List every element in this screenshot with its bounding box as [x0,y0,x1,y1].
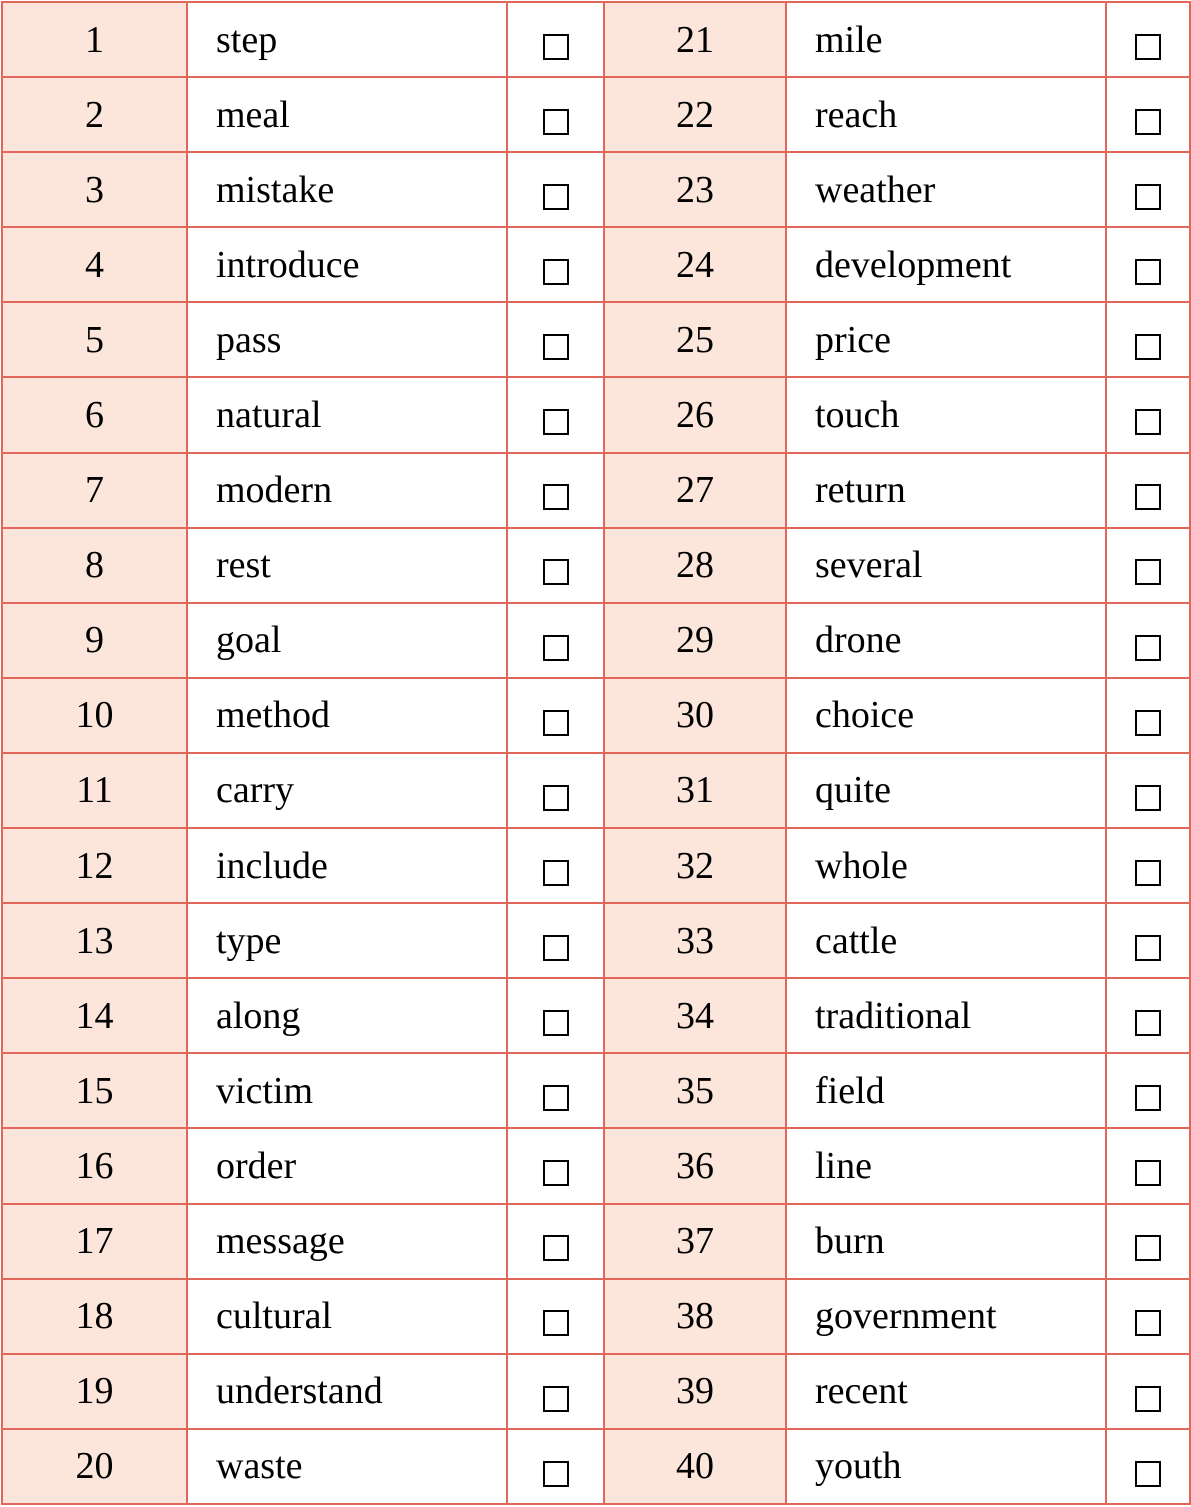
item-number: 24 [604,227,786,302]
vocabulary-word: understand [187,1354,507,1429]
word-checkbox[interactable] [1135,935,1161,961]
item-number: 36 [604,1128,786,1203]
item-number: 40 [604,1429,786,1504]
item-number: 3 [2,152,187,227]
vocabulary-word: line [786,1128,1106,1203]
checkbox-cell [507,903,604,978]
item-number: 11 [2,753,187,828]
checkbox-cell [507,1204,604,1279]
item-number: 39 [604,1354,786,1429]
item-number: 17 [2,1204,187,1279]
vocabulary-word: return [786,453,1106,528]
checkbox-cell [507,1053,604,1128]
checkbox-cell [1106,77,1190,152]
vocabulary-word: development [786,227,1106,302]
table-row [2,603,1190,678]
table-row [2,1429,1190,1504]
word-checkbox[interactable] [543,334,569,360]
vocabulary-word: several [786,528,1106,603]
word-checkbox[interactable] [543,635,569,661]
checkbox-cell [1106,2,1190,77]
word-checkbox[interactable] [1135,409,1161,435]
checkbox-cell [1106,903,1190,978]
item-number: 2 [2,77,187,152]
vocabulary-word: victim [187,1053,507,1128]
word-checkbox[interactable] [1135,484,1161,510]
checkbox-cell [1106,377,1190,452]
item-number: 12 [2,828,187,903]
vocabulary-word: mile [786,2,1106,77]
word-checkbox[interactable] [1135,559,1161,585]
checkbox-cell [1106,1053,1190,1128]
checkbox-cell [1106,152,1190,227]
item-number: 30 [604,678,786,753]
word-checkbox[interactable] [543,785,569,811]
word-checkbox[interactable] [543,1085,569,1111]
item-number: 1 [2,2,187,77]
vocabulary-word: method [187,678,507,753]
checkbox-cell [507,1279,604,1354]
vocabulary-word: rest [187,528,507,603]
table-row [2,978,1190,1053]
checkbox-cell [507,978,604,1053]
item-number: 6 [2,377,187,452]
item-number: 14 [2,978,187,1053]
word-checkbox[interactable] [1135,710,1161,736]
checkbox-cell [1106,753,1190,828]
word-checkbox[interactable] [543,710,569,736]
checkbox-cell [1106,528,1190,603]
checkbox-cell [1106,227,1190,302]
vocabulary-word: cultural [187,1279,507,1354]
vocabulary-word: type [187,903,507,978]
word-checkbox[interactable] [1135,34,1161,60]
checkbox-cell [507,2,604,77]
vocabulary-word: reach [786,77,1106,152]
vocabulary-word: modern [187,453,507,528]
item-number: 38 [604,1279,786,1354]
checkbox-cell [507,753,604,828]
word-checkbox[interactable] [543,259,569,285]
checkbox-cell [507,1128,604,1203]
vocabulary-word: mistake [187,152,507,227]
word-checkbox[interactable] [1135,1085,1161,1111]
table-row [2,1354,1190,1429]
checkbox-cell [1106,1279,1190,1354]
table-row [2,1053,1190,1128]
vocabulary-word: order [187,1128,507,1203]
checkbox-cell [507,528,604,603]
checkbox-cell [1106,453,1190,528]
checkbox-cell [507,828,604,903]
word-checkbox[interactable] [1135,1010,1161,1036]
word-checkbox[interactable] [1135,1386,1161,1412]
vocabulary-word: whole [786,828,1106,903]
vocabulary-word: price [786,302,1106,377]
vocabulary-word: recent [786,1354,1106,1429]
table-row [2,227,1190,302]
table-row [2,302,1190,377]
item-number: 15 [2,1053,187,1128]
word-checkbox[interactable] [543,1160,569,1186]
checkbox-cell [1106,1204,1190,1279]
vocabulary-word: include [187,828,507,903]
item-number: 16 [2,1128,187,1203]
item-number: 20 [2,1429,187,1504]
word-checkbox[interactable] [1135,334,1161,360]
checkbox-cell [1106,1429,1190,1504]
table-row [2,453,1190,528]
word-checkbox[interactable] [543,1010,569,1036]
item-number: 18 [2,1279,187,1354]
item-number: 37 [604,1204,786,1279]
word-checkbox[interactable] [1135,109,1161,135]
checkbox-cell [507,302,604,377]
word-checkbox[interactable] [543,559,569,585]
item-number: 4 [2,227,187,302]
vocabulary-word: goal [187,603,507,678]
item-number: 19 [2,1354,187,1429]
table-row [2,753,1190,828]
word-checkbox[interactable] [543,1310,569,1336]
item-number: 21 [604,2,786,77]
vocabulary-word: carry [187,753,507,828]
checkbox-cell [507,77,604,152]
word-checkbox[interactable] [543,184,569,210]
vocabulary-table [1,1,1191,1505]
word-checkbox[interactable] [543,1386,569,1412]
checkbox-cell [507,1429,604,1504]
item-number: 10 [2,678,187,753]
vocabulary-word: cattle [786,903,1106,978]
vocabulary-word: traditional [786,978,1106,1053]
vocabulary-word: touch [786,377,1106,452]
item-number: 27 [604,453,786,528]
table-row [2,152,1190,227]
item-number: 5 [2,302,187,377]
table-row [2,678,1190,753]
table-row [2,1279,1190,1354]
table-row [2,2,1190,77]
table-row [2,1204,1190,1279]
vocabulary-table-body [2,2,1190,1504]
vocabulary-word: burn [786,1204,1106,1279]
vocabulary-word: waste [187,1429,507,1504]
word-checkbox[interactable] [1135,1310,1161,1336]
vocabulary-word: field [786,1053,1106,1128]
checkbox-cell [507,453,604,528]
checkbox-cell [1106,678,1190,753]
table-row [2,77,1190,152]
word-checkbox[interactable] [543,409,569,435]
vocabulary-word: along [187,978,507,1053]
checkbox-cell [1106,828,1190,903]
item-number: 31 [604,753,786,828]
item-number: 35 [604,1053,786,1128]
item-number: 25 [604,302,786,377]
vocabulary-word: drone [786,603,1106,678]
word-checkbox[interactable] [1135,785,1161,811]
word-checkbox[interactable] [543,1461,569,1487]
item-number: 23 [604,152,786,227]
checkbox-cell [507,377,604,452]
table-row [2,1128,1190,1203]
table-row [2,828,1190,903]
word-checkbox[interactable] [543,935,569,961]
item-number: 26 [604,377,786,452]
checkbox-cell [1106,1354,1190,1429]
word-checkbox[interactable] [1135,635,1161,661]
word-checkbox[interactable] [1135,184,1161,210]
vocabulary-word: step [187,2,507,77]
checkbox-cell [1106,603,1190,678]
table-row [2,377,1190,452]
item-number: 33 [604,903,786,978]
word-checkbox[interactable] [1135,1461,1161,1487]
item-number: 34 [604,978,786,1053]
word-checkbox[interactable] [1135,259,1161,285]
table-row [2,903,1190,978]
word-checkbox[interactable] [543,1235,569,1261]
checkbox-cell [507,603,604,678]
table-row [2,528,1190,603]
item-number: 29 [604,603,786,678]
vocabulary-word: government [786,1279,1106,1354]
item-number: 32 [604,828,786,903]
checkbox-cell [507,1354,604,1429]
word-checkbox[interactable] [543,860,569,886]
checkbox-cell [1106,1128,1190,1203]
vocabulary-word: meal [187,77,507,152]
item-number: 13 [2,903,187,978]
checkbox-cell [507,227,604,302]
checkbox-cell [507,678,604,753]
vocabulary-word: quite [786,753,1106,828]
item-number: 7 [2,453,187,528]
checkbox-cell [1106,302,1190,377]
vocabulary-word: youth [786,1429,1106,1504]
vocabulary-word: introduce [187,227,507,302]
item-number: 9 [2,603,187,678]
word-checkbox[interactable] [1135,860,1161,886]
vocabulary-word: pass [187,302,507,377]
word-checkbox[interactable] [543,34,569,60]
word-checkbox[interactable] [543,109,569,135]
checkbox-cell [1106,978,1190,1053]
word-checkbox[interactable] [1135,1160,1161,1186]
vocabulary-word: choice [786,678,1106,753]
vocabulary-word: message [187,1204,507,1279]
item-number: 22 [604,77,786,152]
vocabulary-word: weather [786,152,1106,227]
vocabulary-word: natural [187,377,507,452]
item-number: 28 [604,528,786,603]
word-checkbox[interactable] [543,484,569,510]
checkbox-cell [507,152,604,227]
word-checkbox[interactable] [1135,1235,1161,1261]
item-number: 8 [2,528,187,603]
